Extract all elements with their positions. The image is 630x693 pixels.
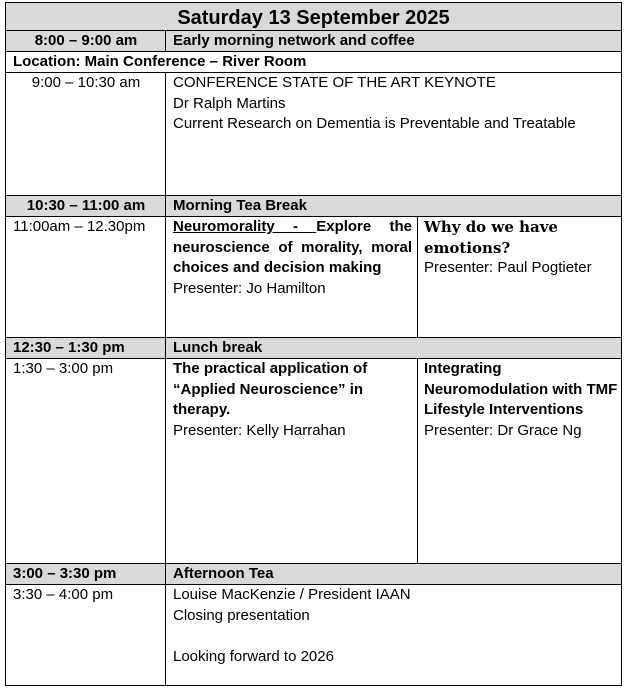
neuromodulation-title: Integrating Neuromodulation with TMF Lifestyle Interventions	[424, 360, 618, 418]
schedule-row-lunch	[6, 337, 621, 358]
emotions-presenter: Presenter: Paul Pogtieter	[424, 259, 592, 276]
session-morning-tea: Morning Tea Break	[173, 197, 307, 214]
schedule-row-network	[6, 30, 621, 51]
closing-presenter: Louise MacKenzie / President IAAN	[173, 586, 411, 603]
keynote-heading: CONFERENCE STATE OF THE ART KEYNOTE	[173, 74, 496, 91]
session-applied-neuroscience	[173, 359, 393, 441]
time-closing: 3:30 – 4:00 pm	[13, 586, 114, 603]
schedule-row-closing	[6, 584, 621, 685]
session-afternoon-tea: Afternoon Tea	[173, 565, 274, 582]
day-header-row	[6, 3, 621, 30]
session-neuromorality	[173, 217, 412, 299]
keynote-speaker: Dr Ralph Martins	[173, 94, 286, 112]
schedule-row-morning-tea	[6, 195, 621, 216]
session-emotions	[424, 217, 619, 279]
time-network: 8:00 – 9:00 am	[34, 32, 138, 49]
session-lunch: Lunch break	[173, 339, 263, 356]
session-neuromodulation	[424, 359, 619, 441]
closing-block	[173, 585, 613, 667]
keynote-block	[173, 73, 618, 135]
neuromorality-title-rest: Explore the neuroscience of morality, moral choices and decision making	[173, 218, 412, 276]
closing-note: Looking forward to 2026	[173, 647, 334, 665]
day-title: Saturday 13 September 2025	[177, 7, 450, 29]
time-lunch: 12:30 – 1:30 pm	[13, 339, 125, 356]
neuromorality-title	[173, 217, 412, 279]
schedule-row-afternoon	[6, 358, 621, 563]
session-network: Early morning network and coffee	[173, 32, 415, 49]
emotions-title: Why do we have emotions?	[424, 218, 558, 257]
schedule-row-late-morning	[6, 216, 621, 337]
applied-neuroscience-title: The practical application of “Applied Neuroscience” in therapy.	[173, 360, 368, 418]
neuromorality-title-underlined: Neuromorality -	[173, 218, 317, 235]
schedule-row-keynote	[6, 72, 621, 195]
neuromorality-presenter: Presenter: Jo Hamilton	[173, 279, 326, 297]
schedule-row-afternoon-tea	[6, 563, 621, 584]
location-label: Location: Main Conference – River Room	[13, 53, 307, 70]
schedule-table	[5, 2, 622, 686]
location-row	[6, 51, 621, 72]
keynote-talk: Current Research on Dementia is Preventable and Treatable	[173, 115, 576, 132]
neuromodulation-presenter: Presenter: Dr Grace Ng	[424, 421, 582, 439]
applied-neuroscience-presenter: Presenter: Kelly Harrahan	[173, 421, 346, 439]
time-late-morning: 11:00am – 12.30pm	[13, 218, 146, 235]
time-morning-tea: 10:30 – 11:00 am	[26, 197, 146, 214]
time-afternoon-tea: 3:00 – 3:30 pm	[13, 565, 117, 582]
time-afternoon: 1:30 – 3:00 pm	[13, 360, 114, 377]
closing-title: Closing presentation	[173, 606, 310, 624]
time-keynote: 9:00 – 10:30 am	[31, 74, 141, 91]
